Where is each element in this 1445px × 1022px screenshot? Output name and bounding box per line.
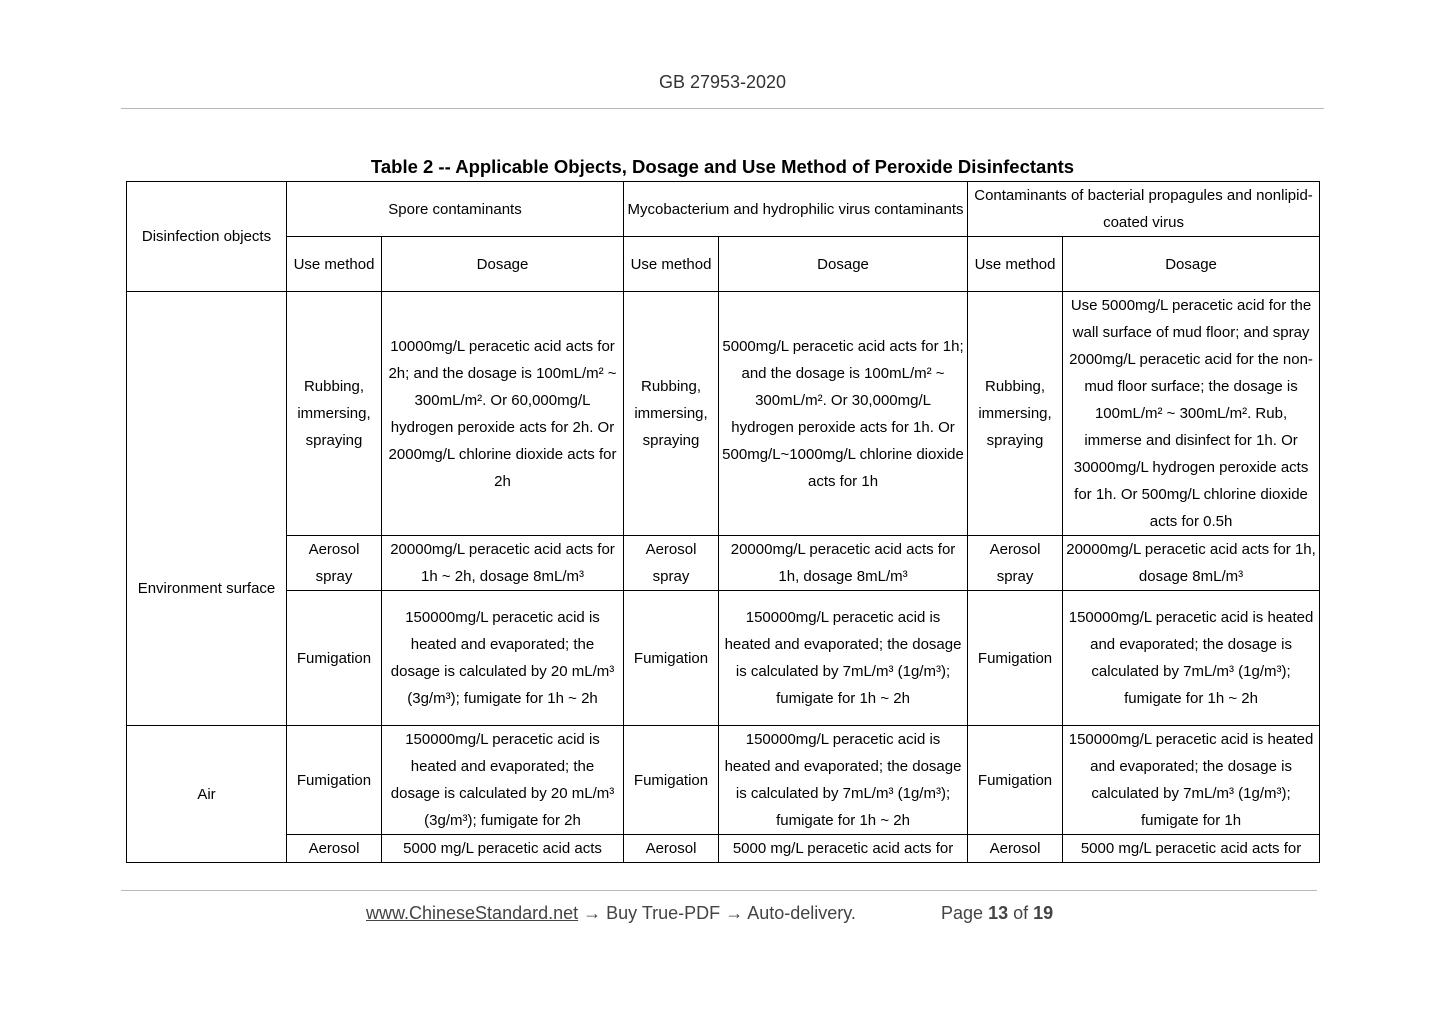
- of-label: of: [1013, 903, 1029, 923]
- table-subheader-row: [127, 237, 1320, 292]
- dosage-cell: 150000mg/L peracetic acid is heated and evaporated; the dosage is calculated by 7mL/m³ (1g/m³); fumigate for 1h ~ 2h: [719, 726, 968, 835]
- table-row: [127, 835, 1320, 863]
- dosage-cell: 150000mg/L peracetic acid is heated and evaporated; the dosage is calculated by 7mL/m³ (1g/m³); fumigate for 1h ~ 2h: [1063, 591, 1320, 726]
- header-mycobacterium: Mycobacterium and hydrophilic virus contaminants: [624, 182, 968, 237]
- header-divider: [121, 108, 1324, 109]
- method-cell: Aerosol spray: [968, 536, 1063, 591]
- method-cell: Fumigation: [287, 591, 382, 726]
- method-cell: Aerosol spray: [287, 536, 382, 591]
- subheader-dosage: Dosage: [719, 237, 968, 292]
- dosage-cell: 20000mg/L peracetic acid acts for 1h, dosage 8mL/m³: [719, 536, 968, 591]
- dosage-cell: 5000 mg/L peracetic acid acts: [382, 835, 624, 863]
- page-number: 13: [988, 903, 1009, 923]
- table-title: Table 2 -- Applicable Objects, Dosage and Use Method of Peroxide Disinfectants: [370, 156, 1075, 177]
- method-cell: Rubbing, immersing, spraying: [968, 292, 1063, 536]
- table-row: [127, 591, 1320, 726]
- object-air: Air: [127, 726, 287, 863]
- dosage-cell: 5000 mg/L peracetic acid acts for: [719, 835, 968, 863]
- footer-divider: [121, 890, 1317, 891]
- dosage-cell: 5000mg/L peracetic acid acts for 1h; and the dosage is 100mL/m² ~ 300mL/m². Or 30,000mg/L hydrogen peroxide acts for 1h. Or 500mg/L~1000mg/L chlorine dioxide acts for 1h: [719, 292, 968, 536]
- method-cell: Aerosol: [968, 835, 1063, 863]
- method-cell: Fumigation: [287, 726, 382, 835]
- chinesestandard-link[interactable]: www.ChineseStandard.net: [366, 903, 579, 923]
- dosage-cell: 150000mg/L peracetic acid is heated and evaporated; the dosage is calculated by 20 mL/m³ (3g/m³); fumigate for 2h: [382, 726, 624, 835]
- method-cell: Aerosol: [287, 835, 382, 863]
- disinfectant-table: [126, 181, 1320, 863]
- subheader-use-method: Use method: [287, 237, 382, 292]
- dosage-cell: Use 5000mg/L peracetic acid for the wall surface of mud floor; and spray 2000mg/L peracetic acid for the non-mud floor surface; the dosage is 100mL/m² ~ 300mL/m². Rub, immerse and disinfect for 1h. Or 30000mg/L hydrogen peroxide acts for 1h. Or 500mg/L chlorine dioxide acts for 0.5h: [1063, 292, 1320, 536]
- dosage-cell: 150000mg/L peracetic acid is heated and evaporated; the dosage is calculated by 20 mL/m³ (3g/m³); fumigate for 1h ~ 2h: [382, 591, 624, 726]
- header-spore: Spore contaminants: [287, 182, 624, 237]
- dosage-cell: 20000mg/L peracetic acid acts for 1h ~ 2h, dosage 8mL/m³: [382, 536, 624, 591]
- method-cell: Fumigation: [968, 591, 1063, 726]
- page-label: Page: [941, 903, 984, 923]
- object-environment-surface: Environment surface: [127, 292, 287, 726]
- method-cell: Rubbing, immersing, spraying: [287, 292, 382, 536]
- page-total: 19: [1033, 903, 1054, 923]
- method-cell: Aerosol spray: [624, 536, 719, 591]
- dosage-cell: 20000mg/L peracetic acid acts for 1h, dosage 8mL/m³: [1063, 536, 1320, 591]
- method-cell: Fumigation: [624, 726, 719, 835]
- dosage-cell: 10000mg/L peracetic acid acts for 2h; and the dosage is 100mL/m² ~ 300mL/m². Or 60,000mg/L hydrogen peroxide acts for 2h. Or 2000mg/L chlorine dioxide acts for 2h: [382, 292, 624, 536]
- page-indicator: [941, 903, 1053, 924]
- method-cell: Aerosol: [624, 835, 719, 863]
- method-cell: Fumigation: [624, 591, 719, 726]
- buy-true-pdf-text: → Buy True-PDF: [583, 903, 721, 923]
- auto-delivery-text: → Auto-delivery.: [725, 903, 856, 923]
- document-id-header: GB 27953-2020: [658, 72, 787, 92]
- header-bacterial: Contaminants of bacterial propagules and nonlipid-coated virus: [968, 182, 1320, 237]
- method-cell: Fumigation: [968, 726, 1063, 835]
- dosage-cell: 5000 mg/L peracetic acid acts for: [1063, 835, 1320, 863]
- header-disinfection-objects: Disinfection objects: [127, 182, 287, 292]
- subheader-dosage: Dosage: [1063, 237, 1320, 292]
- subheader-use-method: Use method: [968, 237, 1063, 292]
- table-row: [127, 536, 1320, 591]
- subheader-use-method: Use method: [624, 237, 719, 292]
- footer-promo: [366, 903, 856, 924]
- table-row: [127, 292, 1320, 536]
- dosage-cell: 150000mg/L peracetic acid is heated and evaporated; the dosage is calculated by 7mL/m³ (1g/m³); fumigate for 1h ~ 2h: [719, 591, 968, 726]
- dosage-cell: 150000mg/L peracetic acid is heated and evaporated; the dosage is calculated by 7mL/m³ (1g/m³); fumigate for 1h: [1063, 726, 1320, 835]
- subheader-dosage: Dosage: [382, 237, 624, 292]
- table-header-row: [127, 182, 1320, 237]
- method-cell: Rubbing, immersing, spraying: [624, 292, 719, 536]
- table-row: [127, 726, 1320, 835]
